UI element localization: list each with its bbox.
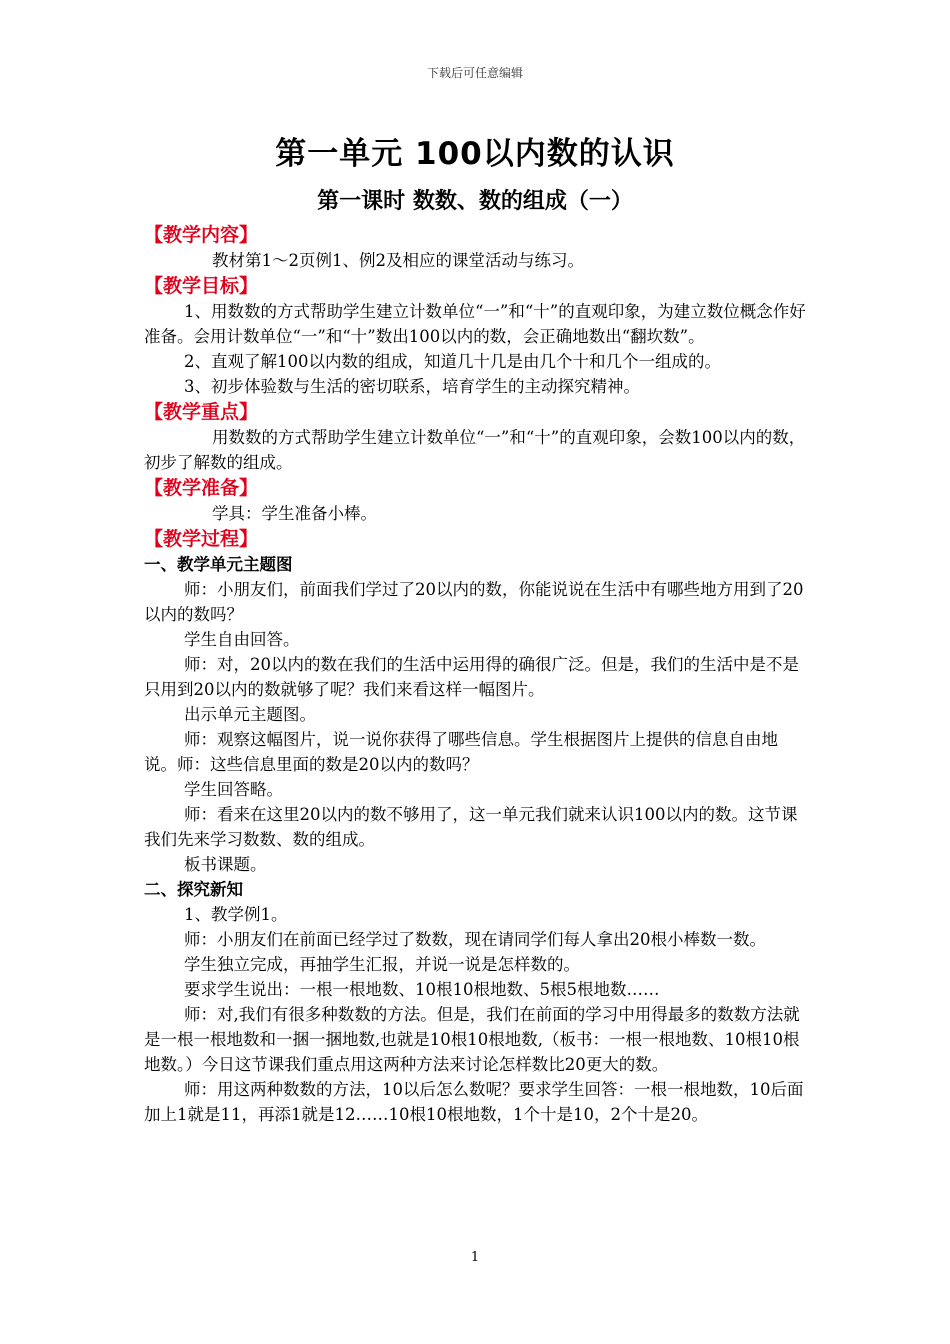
paragraph: 1、教学例1。 — [184, 905, 288, 924]
teaching-prep-heading: 【教学准备】 — [144, 477, 259, 499]
teaching-prep-text: 学具：学生准备小棒。 — [212, 504, 377, 523]
paragraph: 师：对，20以内的数在我们的生活中运用得的确很广泛。但是，我们的生活中是不是只用到20以内的数就够了呢？我们来看这样一幅图片。 — [144, 655, 799, 699]
paragraph: 板书课题。 — [184, 855, 267, 874]
header-note: 下载后可任意编辑 — [426, 66, 523, 80]
paragraph: 师：小朋友们在前面已经学过了数数，现在请同学们每人拿出20根小棒数一数。 — [184, 930, 766, 949]
part1-heading: 一、教学单元主题图 — [144, 555, 293, 574]
teaching-content-text: 教材第1～2页例1、例2及相应的课堂活动与练习。 — [212, 251, 584, 270]
paragraph: 学生回答略。 — [184, 780, 283, 799]
lesson-body — [144, 222, 808, 1127]
paragraph: 要求学生说出：一根一根地数、10根10根地数、5根5根地数…… — [184, 980, 660, 999]
teaching-goals-heading: 【教学目标】 — [144, 275, 259, 297]
teaching-content-heading: 【教学内容】 — [144, 224, 259, 246]
goal-item: 1、用数数的方式帮助学生建立计数单位“一”和“十”的直观印象，为建立数位概念作好准备。会用计数单位“一”和“十”数出100以内的数，会正确地数出“翻坎数”。 — [144, 302, 806, 346]
paragraph: 学生自由回答。 — [184, 630, 300, 649]
paragraph: 师：小朋友们，前面我们学过了20以内的数，你能说说在生活中有哪些地方用到了20以内的数吗？ — [144, 580, 804, 624]
page-number: 1 — [470, 1250, 480, 1265]
paragraph: 师：观察这幅图片，说一说你获得了哪些信息。学生根据图片上提供的信息自由地说。师：这些信息里面的数是20以内的数吗？ — [144, 730, 778, 774]
paragraph: 师：看来在这里20以内的数不够用了，这一单元我们就来认识100以内的数。这节课我们先来学习数数、数的组成。 — [144, 805, 798, 849]
teaching-process-heading: 【教学过程】 — [144, 528, 259, 550]
goal-item: 3、初步体验数与生活的密切联系，培育学生的主动探究精神。 — [184, 377, 640, 396]
paragraph: 师：用这两种数数的方法，10以后怎么数呢？要求学生回答：一根一根地数，10后面加上1就是11，再添1就是12……10根10根地数，1个十是10，2个十是20。 — [144, 1080, 804, 1124]
part2-heading: 二、探究新知 — [144, 880, 243, 899]
goal-item: 2、直观了解100以内数的组成，知道几十几是由几个十和几个一组成的。 — [184, 352, 721, 371]
teaching-focus-text: 用数数的方式帮助学生建立计数单位“一”和“十”的直观印象，会数100以内的数，初步了解数的组成。 — [144, 428, 806, 472]
page-title: 第一单元 100以内数的认识 — [275, 136, 675, 172]
paragraph: 出示单元主题图。 — [184, 705, 316, 724]
teaching-focus-heading: 【教学重点】 — [144, 401, 259, 423]
paragraph: 学生独立完成，再抽学生汇报，并说一说是怎样数的。 — [184, 955, 580, 974]
paragraph: 师：对,我们有很多种数数的方法。但是，我们在前面的学习中用得最多的数数方法就是一根一根地数和一捆一捆地数,也就是10根10根地数,（板书：一根一根地数、10根10根地数。）今日这节课我们重点用这两种方法来讨论怎样数比20更大的数。 — [144, 1005, 800, 1074]
lesson-subtitle: 第一课时 数数、数的组成（一） — [317, 189, 633, 214]
